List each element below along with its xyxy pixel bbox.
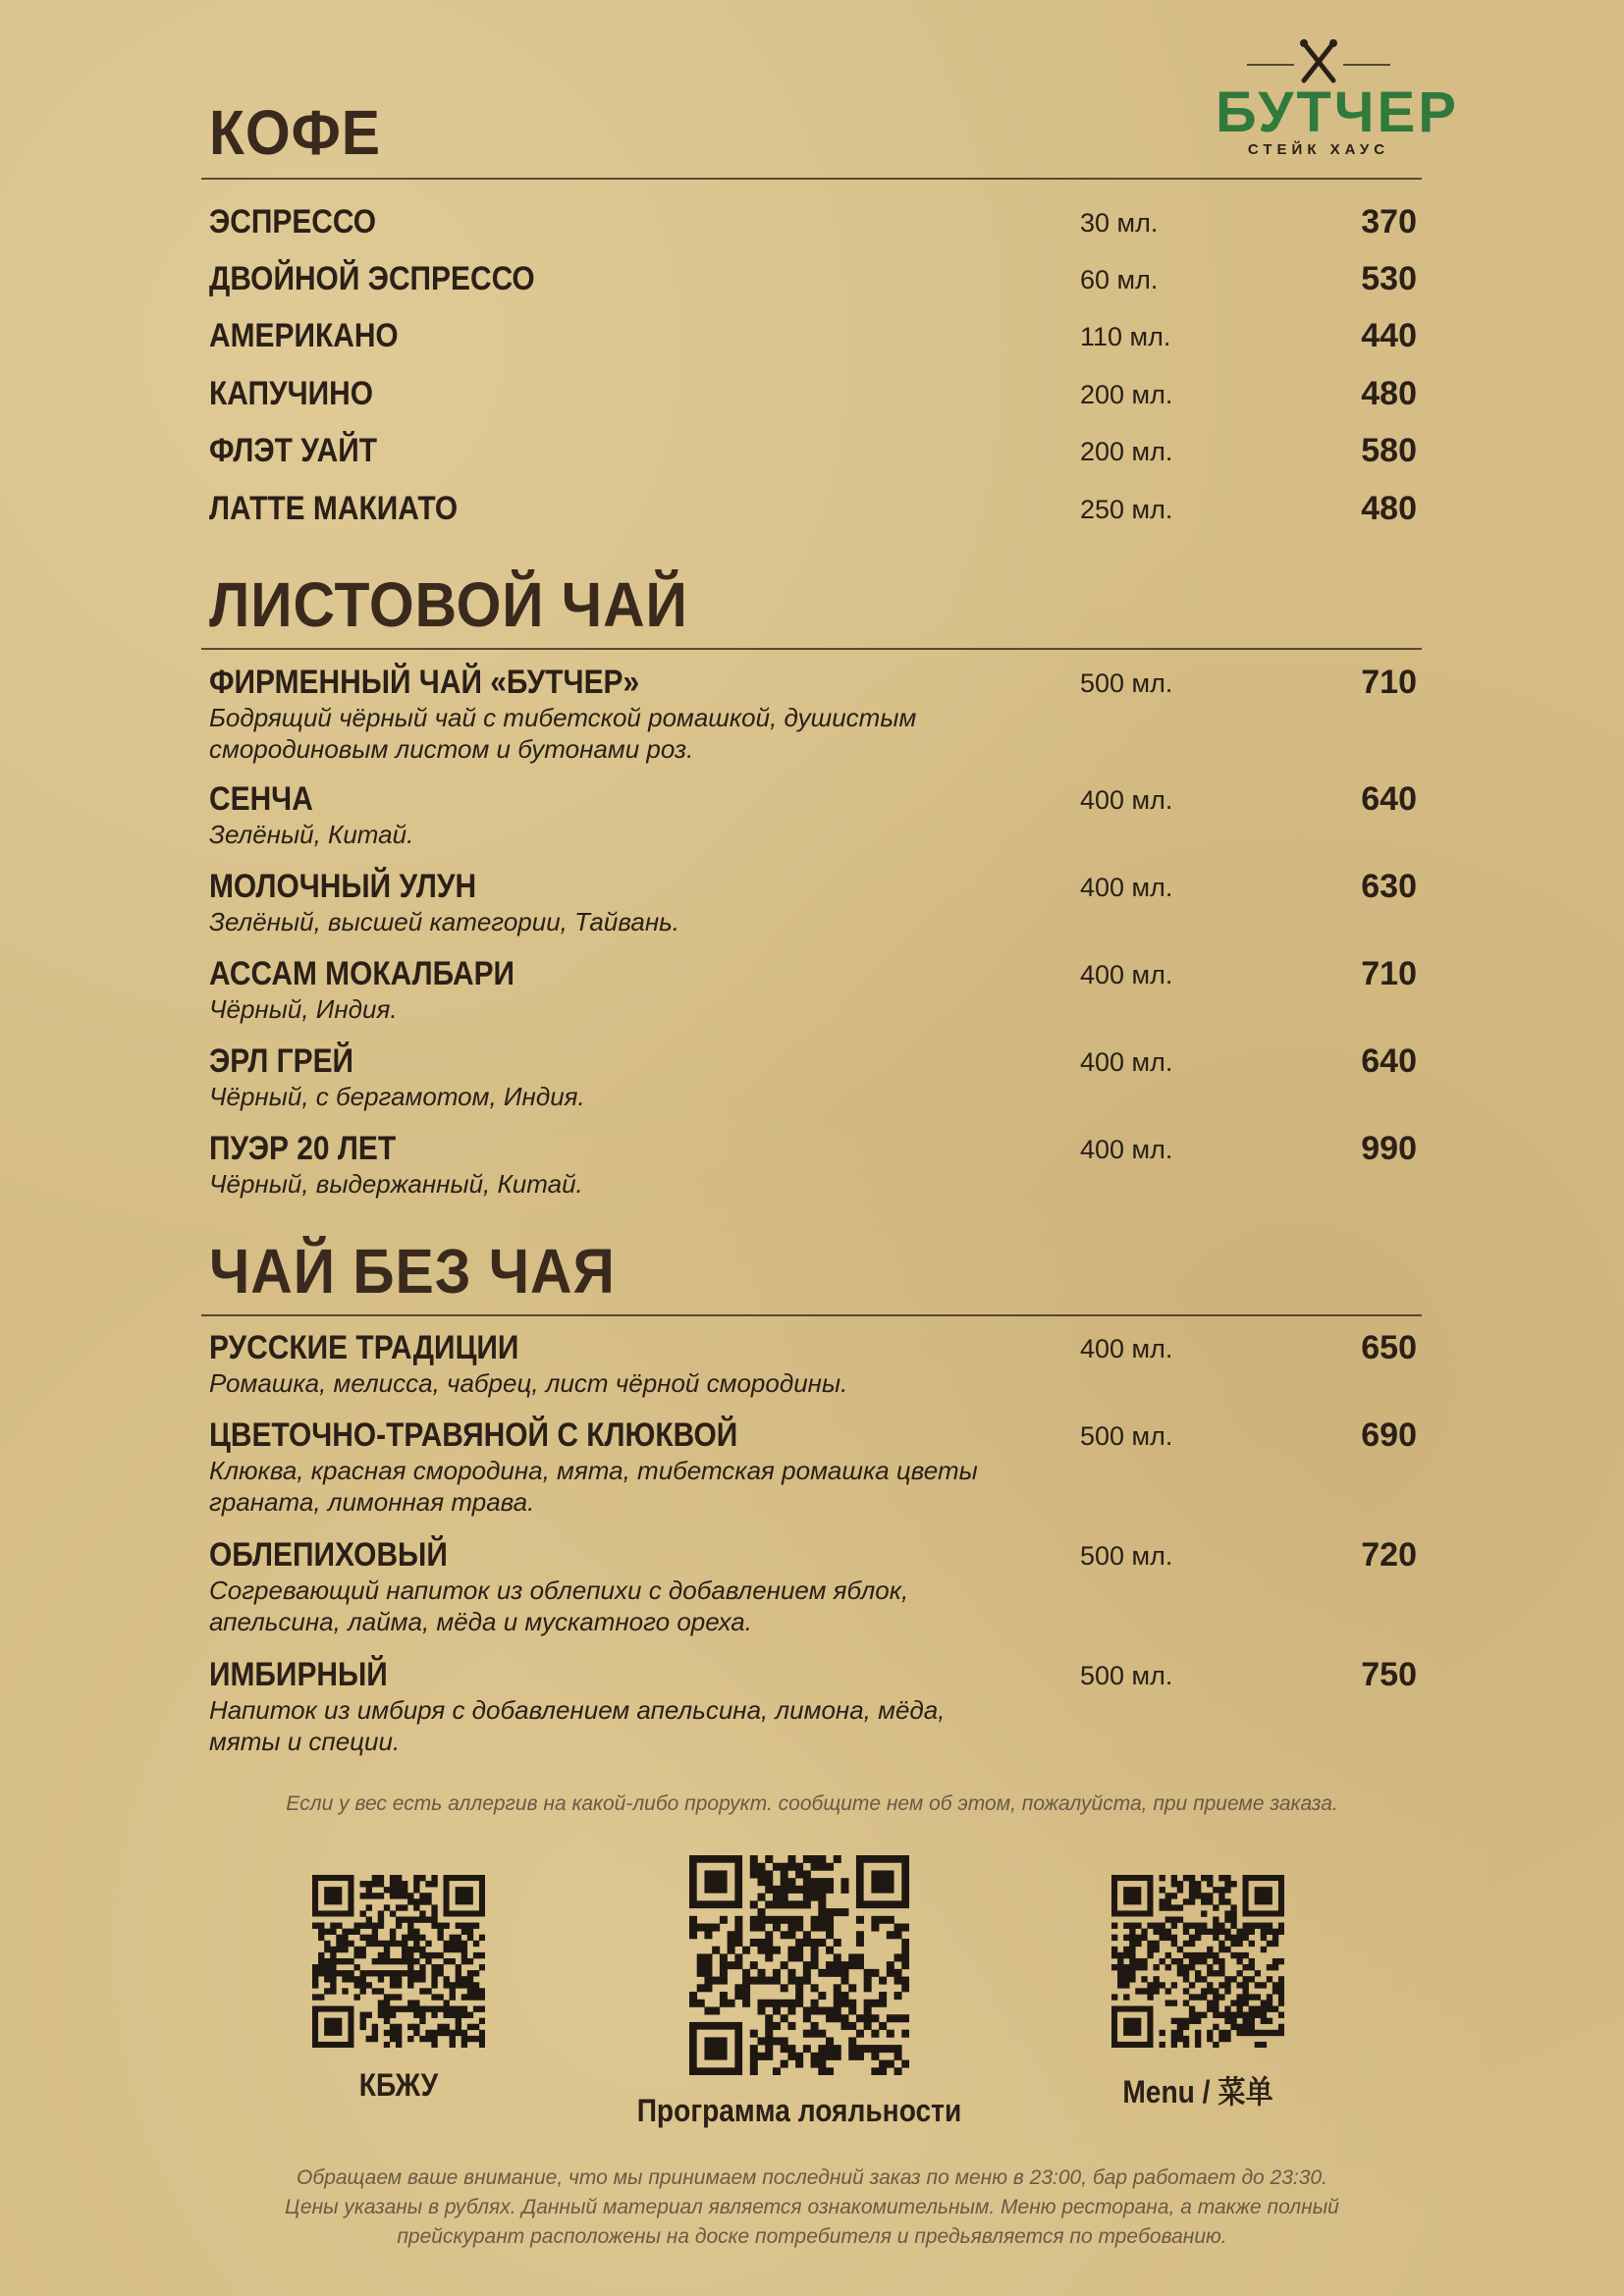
footer-line: Обращаем ваше внимание, что мы принимаем последний заказ по меню в 23:00, бар работает до 23:30.: [297, 2166, 1327, 2189]
item-name: ЭСПРЕССО: [209, 203, 377, 240]
item-name: ДВОЙНОЙ ЭСПРЕССО: [209, 260, 535, 297]
item-volume: 500 мл.: [1080, 668, 1173, 698]
item-price: 480: [1361, 490, 1417, 527]
footer-note: [0, 2163, 1624, 2252]
item-name: СЕНЧА: [209, 780, 313, 818]
footer-line: прейскурант расположены на доске потребителя и предьявляется по требованию.: [397, 2225, 1227, 2248]
item-name: ФЛЭТ УАЙТ: [209, 432, 378, 469]
item-description: Зелёный, Китай.: [209, 820, 414, 849]
qr-code-loyalty[interactable]: [689, 1855, 909, 2075]
item-price: 750: [1361, 1656, 1417, 1693]
item-name: АССАМ МОКАЛБАРИ: [209, 955, 515, 992]
item-price: 480: [1361, 375, 1417, 412]
item-name: ОБЛЕПИХОВЫЙ: [209, 1536, 448, 1574]
section-divider: [201, 648, 1422, 650]
item-name: ЛАТТЕ МАКИАТО: [209, 490, 459, 527]
item-volume: 500 мл.: [1080, 1421, 1173, 1451]
item-description: Клюква, красная смородина, мята, тибетская ромашка цветы граната, лимонная трава.: [209, 1456, 978, 1517]
item-description: Согревающий напиток из облепихи с добавлением яблок, апельсина, лайма, мёда и мускатного ореха.: [209, 1575, 909, 1636]
item-volume: 250 мл.: [1080, 495, 1173, 524]
item-price: 990: [1361, 1130, 1417, 1167]
item-volume: 500 мл.: [1080, 1661, 1173, 1690]
item-name: МОЛОЧНЫЙ УЛУН: [209, 868, 477, 905]
allergy-note: Если у вес есть аллергив на какой-либо прорукт. сообщите нем об этом, пожалуйста, при приеме заказа.: [286, 1792, 1338, 1815]
item-price: 650: [1361, 1329, 1417, 1366]
item-name: ПУЭР 20 ЛЕТ: [209, 1130, 397, 1167]
item-volume: 400 мл.: [1080, 1135, 1173, 1164]
item-description: Ромашка, мелисса, чабрец, лист чёрной смородины.: [209, 1368, 848, 1398]
item-price: 530: [1361, 260, 1417, 297]
item-price: 440: [1361, 317, 1417, 354]
section-title-leaf-tea: ЛИСТОВОЙ ЧАЙ: [209, 569, 688, 640]
item-price: 640: [1361, 780, 1417, 818]
item-price: 720: [1361, 1536, 1417, 1574]
item-price: 710: [1361, 664, 1417, 701]
section-divider: [201, 178, 1422, 180]
item-volume: 30 мл.: [1080, 208, 1159, 238]
item-price: 370: [1361, 203, 1417, 240]
item-description: Чёрный, Индия.: [209, 994, 398, 1024]
item-name: ИМБИРНЫЙ: [209, 1656, 388, 1693]
section-divider: [201, 1314, 1422, 1316]
item-price: 690: [1361, 1416, 1417, 1454]
section-title-coffee: КОФЕ: [209, 97, 381, 168]
item-name: РУССКИЕ ТРАДИЦИИ: [209, 1329, 519, 1366]
item-volume: 400 мл.: [1080, 785, 1173, 815]
item-volume: 400 мл.: [1080, 1334, 1173, 1363]
item-volume: 500 мл.: [1080, 1541, 1173, 1571]
item-description: Бодрящий чёрный чай с тибетской ромашкой, душистым смородиновым листом и бутонами роз.: [209, 703, 917, 764]
item-name: ЭРЛ ГРЕЙ: [209, 1042, 354, 1080]
qr-code-menu[interactable]: [1111, 1875, 1284, 2048]
qr-label-loyalty: Программа лояльности: [636, 2093, 962, 2128]
item-volume: 400 мл.: [1080, 960, 1173, 989]
item-volume: 200 мл.: [1080, 380, 1173, 409]
item-volume: 400 мл.: [1080, 1047, 1173, 1077]
brand-tagline: СТЕЙК ХАУС: [1247, 141, 1390, 158]
qr-label-nutrition: КБЖУ: [358, 2067, 439, 2103]
item-description: Напиток из имбиря с добавлением апельсина, лимона, мёда, мяты и специи.: [209, 1695, 946, 1756]
item-description: Чёрный, с бергамотом, Индия.: [209, 1082, 585, 1111]
item-name: АМЕРИКАНО: [209, 317, 399, 354]
item-price: 630: [1361, 868, 1417, 905]
item-price: 580: [1361, 432, 1417, 469]
section-title-tea-free: ЧАЙ БЕЗ ЧАЯ: [209, 1236, 616, 1307]
item-volume: 200 мл.: [1080, 437, 1173, 466]
footer-line: Цены указаны в рублях. Данный материал является ознакомительным. Меню ресторана, а также полный: [285, 2196, 1339, 2218]
item-description: Чёрный, выдержанный, Китай.: [209, 1169, 583, 1199]
brand-name: БУТЧЕР: [1216, 80, 1459, 144]
item-volume: 60 мл.: [1080, 265, 1159, 294]
item-price: 710: [1361, 955, 1417, 992]
item-name: ФИРМЕННЫЙ ЧАЙ «БУТЧЕР»: [209, 664, 640, 701]
item-price: 640: [1361, 1042, 1417, 1080]
brand-logo: [1216, 37, 1459, 165]
item-volume: 110 мл.: [1080, 322, 1171, 351]
item-name: ЦВЕТОЧНО-ТРАВЯНОЙ С КЛЮКВОЙ: [209, 1416, 738, 1454]
item-name: КАПУЧИНО: [209, 375, 374, 412]
qr-code-nutrition[interactable]: [312, 1875, 485, 2048]
qr-label-menu: Menu / 菜单: [1122, 2074, 1273, 2109]
item-description: Зелёный, высшей категории, Тайвань.: [209, 907, 680, 936]
crossed-knives-icon: [1245, 37, 1392, 84]
item-volume: 400 мл.: [1080, 873, 1173, 902]
